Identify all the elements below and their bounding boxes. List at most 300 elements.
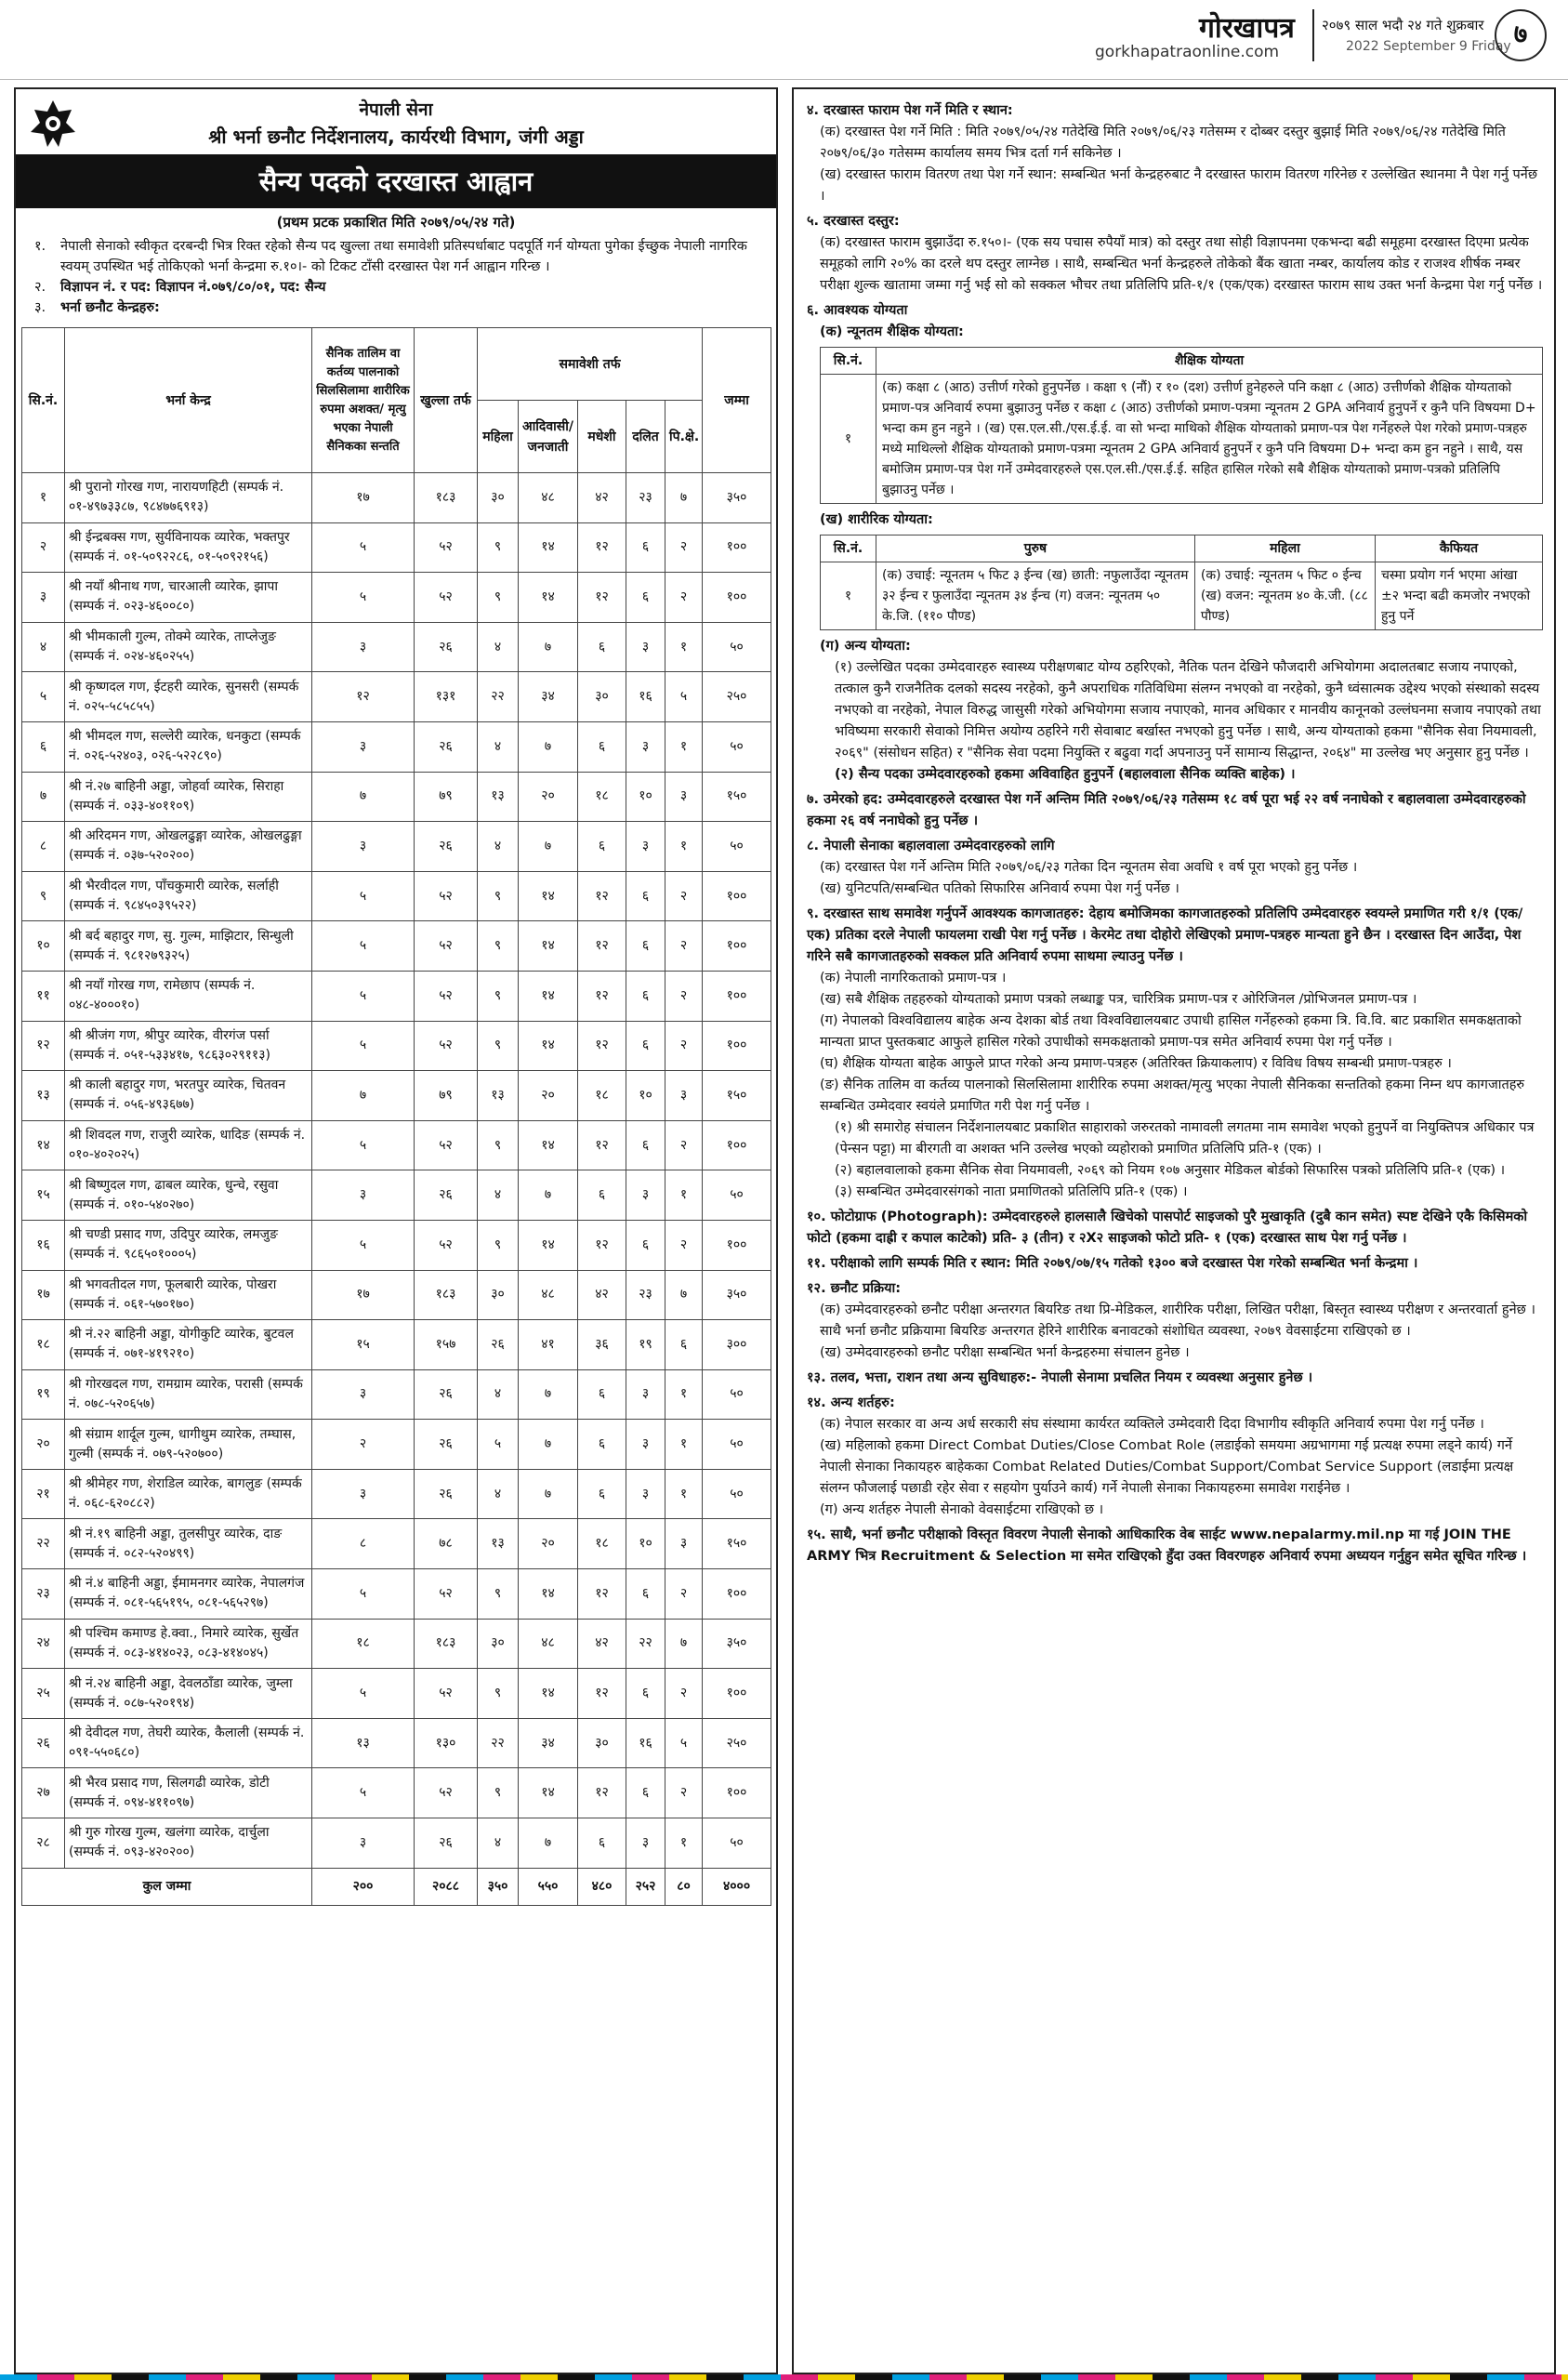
table-cell: १३	[478, 772, 519, 822]
section-15: १५. साथै, भर्ना छनौट परीक्षाको विस्तृत विवरण नेपाली सेनाको आधिकारिक वेब साईट www.nepalarmy.mil.np मा गई JOIN THE ARMY भित्र Recruitment & Selection मा समेत राखिएको हुँदा उक्त विवरणहरु अनिवार्य रुपमा अध्ययन गर्नुहुन समेत सूचित गरिन्छ ।	[807, 1527, 1527, 1564]
table-cell: ६	[665, 1320, 703, 1370]
table-cell: १४	[519, 1120, 578, 1170]
table-cell: १२	[22, 1021, 65, 1071]
table-cell: २०	[519, 772, 578, 822]
table-cell: ८	[22, 822, 65, 872]
table-cell: २२	[478, 1718, 519, 1768]
table-cell: ५२	[415, 1021, 478, 1071]
section-14b: (ख) महिलाको हकमा Direct Combat Duties/Close Combat Role (लडाईको समयमा अग्रभागमा गई प्रत्यक्ष रुपमा लड्ने कार्य) गर्ने नेपाली सेनाका निकायहरु बाहेकका Combat Related Duties/Combat Support/Combat Service Support (लडाईमा प्रत्यक्ष संलग्न फौजलाई पछाडी रहेर सेवा र सहयोग पुर्याउने कार्य) गर्ने नेपाली सेनाका निकायहरुमा समावेश गराईनेछ ।	[820, 1438, 1514, 1496]
table-cell: ५	[312, 1220, 415, 1270]
section-5-title: ५. दरखास्त दस्तुर:	[807, 214, 900, 229]
table-cell: ३	[312, 721, 415, 772]
table-cell: २	[312, 1420, 415, 1470]
table-cell: ३	[312, 622, 415, 672]
table-cell: ३	[22, 573, 65, 623]
recruitment-center-cell: श्री कृष्णदल गण, ईटहरी व्यारेक, सुनसरी (सम्पर्क नं. ०२५-५८५८५५)	[65, 672, 312, 722]
table-cell: ५०	[703, 1369, 771, 1420]
date-nepali: २०७९ साल भदौ २४ गते शुक्रबार	[1322, 17, 1484, 33]
table-cell: ३	[312, 1469, 415, 1519]
table-cell: १३०	[415, 1718, 478, 1768]
recruitment-center-cell: श्री बर्द बहादुर गण, सु. गुल्म, माझिटार, सिन्धुली (सम्पर्क नं. ९८१२७९३२५)	[65, 921, 312, 972]
table-cell: २	[665, 1120, 703, 1170]
table-cell: १०	[626, 772, 665, 822]
table-cell: ७	[519, 822, 578, 872]
table-cell: ६	[578, 1369, 626, 1420]
section-14-title: १४. अन्य शर्तहरु:	[807, 1395, 895, 1410]
table-cell: ४	[478, 622, 519, 672]
table-cell: १२	[578, 573, 626, 623]
table-row	[22, 1420, 771, 1470]
table-cell: ४१	[519, 1320, 578, 1370]
table-cell: ९	[22, 871, 65, 921]
recruitment-center-cell: श्री श्रीजंग गण, श्रीपुर व्यारेक, वीरगंज पर्सा (सम्पर्क नं. ०५१-५३३४१७, ९८६३०२९११३)	[65, 1021, 312, 1071]
phys-male-header: पुरुष	[876, 536, 1195, 562]
table-cell: ६	[578, 622, 626, 672]
table-cell: २	[665, 1569, 703, 1620]
phys-female: (क) उचाई: न्यूनतम ५ फिट ० ईन्च (ख) वजन: न्यूनतम ४० के.जी. (८८ पौण्ड)	[1194, 562, 1375, 630]
table-cell: १८३	[415, 1270, 478, 1320]
table-cell: १	[665, 1170, 703, 1221]
table-cell: १२	[578, 1768, 626, 1818]
table-cell: १३	[22, 1071, 65, 1121]
table-cell: ५२	[415, 573, 478, 623]
table-cell: ३	[312, 822, 415, 872]
total-cell: ५५०	[519, 1868, 578, 1905]
table-cell: १६	[626, 672, 665, 722]
section-8b: (ख) युनिटपति/सम्बन्धित पतिको सिफारिस अनिवार्य रुपमा पेश गर्नु पर्नेछ ।	[820, 881, 1179, 896]
table-cell: ९	[478, 1120, 519, 1170]
recruitment-center-cell: श्री नयाँ गोरख गण, रामेछाप (सम्पर्क नं. ०४८-४०००१०)	[65, 971, 312, 1021]
col-header-trained: सैनिक तालिम वा कर्तव्य पालनाको सिलसिलामा शारीरिक रुपमा अशक्त/ मृत्यु भएका नेपाली सैनिकका सन्तति	[312, 328, 415, 473]
table-cell: १०	[22, 921, 65, 972]
section-14a: (क) नेपाल सरकार वा अन्य अर्ध सरकारी संघ संस्थामा कार्यरत व्यक्तिले उम्मेदवारी दिदा विभागीय स्वीकृति अनिवार्य रुपमा पेश गर्नु पर्नेछ ।	[820, 1417, 1484, 1432]
physical-table	[820, 535, 1543, 630]
recruitment-center-cell: श्री नं.२७ बाहिनी अड्डा, जोहर्वा व्यारेक, सिराहा (सम्पर्क नं. ०३३-४०११०९)	[65, 772, 312, 822]
table-row	[22, 1320, 771, 1370]
section-7: ७. उमेरको हद: उम्मेदवारहरुले दरखास्त पेश गर्ने अन्तिम मिति २०७९/०६/२३ गतेसम्म १८ वर्ष पूरा भई २२ वर्ष ननाघेको र बहालवाला उम्मेदवारहरुको हकमा २६ वर्ष ननाघेको हुनु पर्नेछ ।	[807, 792, 1526, 828]
table-cell: ५२	[415, 1120, 478, 1170]
table-cell: ५	[312, 573, 415, 623]
section-11: ११. परीक्षाको लागि सम्पर्क मिति र स्थान: मिति २०७९/०७/१५ गतेको १३०० बजे दरखास्त पेश गरेको सम्बन्धित भर्ना केन्द्रमा ।	[807, 1256, 1418, 1271]
table-cell: २२	[626, 1619, 665, 1669]
table-row	[22, 1569, 771, 1620]
table-cell: ४	[478, 1170, 519, 1221]
table-cell: ५	[312, 1768, 415, 1818]
table-cell: २	[665, 1669, 703, 1719]
table-cell: ८	[312, 1519, 415, 1569]
table-cell: २	[665, 573, 703, 623]
table-cell: ६	[626, 871, 665, 921]
col-header-backward: पि.क्षे.	[665, 401, 703, 473]
recruitment-center-cell: श्री भैरवीदल गण, पाँचकुमारी व्यारेक, सर्लाही (सम्पर्क नं. ९८४५०३९५२२)	[65, 871, 312, 921]
table-row	[22, 1619, 771, 1669]
total-cell: ४०००	[703, 1868, 771, 1905]
table-cell: ५	[312, 971, 415, 1021]
table-cell: ४	[478, 822, 519, 872]
table-cell: ५०	[703, 1420, 771, 1470]
table-cell: १००	[703, 971, 771, 1021]
table-cell: ६	[578, 1420, 626, 1470]
table-cell: १००	[703, 871, 771, 921]
table-cell: १४	[519, 1569, 578, 1620]
table-cell: २३	[626, 1270, 665, 1320]
table-cell: ३	[665, 1071, 703, 1121]
table-body	[22, 473, 771, 1869]
table-cell: ९	[478, 1768, 519, 1818]
newspaper-name: गोरखापत्र	[1199, 12, 1295, 45]
table-cell: १	[22, 473, 65, 523]
table-cell: ९	[478, 1021, 519, 1071]
date-english: 2022 September 9 Friday	[1346, 39, 1511, 54]
table-cell: ५	[478, 1420, 519, 1470]
notice-left-column	[14, 87, 778, 2374]
table-cell: ७८	[415, 1519, 478, 1569]
table-cell: ५२	[415, 1569, 478, 1620]
table-cell: ५	[312, 921, 415, 972]
table-cell: ४८	[519, 1619, 578, 1669]
table-cell: १	[665, 1818, 703, 1869]
table-cell: ४	[478, 1818, 519, 1869]
table-cell: ७	[665, 1270, 703, 1320]
table-cell: १००	[703, 1569, 771, 1620]
table-cell: १	[665, 1420, 703, 1470]
table-cell: ५	[312, 1669, 415, 1719]
table-cell: १५	[22, 1170, 65, 1221]
table-cell: ६	[626, 1569, 665, 1620]
recruitment-center-cell: श्री भीमदल गण, सल्लेरी व्यारेक, धनकुटा (सम्पर्क नं. ०२६-५२४०३, ०२६-५२२८९०)	[65, 721, 312, 772]
table-cell: ६	[626, 1220, 665, 1270]
table-cell: १३	[478, 1071, 519, 1121]
table-cell: २६	[415, 1469, 478, 1519]
table-row	[22, 522, 771, 573]
section-9: ९. दरखास्त साथ समावेश गर्नुपर्ने आवश्यक कागजातहरु: देहाय बमोजिमका कागजातहरुको प्रतिलिपि उम्मेदवारहरु स्वयम्ले प्रमाणित गरी १/१ (एक/एक) प्रतिका दरले नेपाली फायलमा राखी पेश गर्नु पर्नेछ । केरमेट तथा दोहोरो लेखिएको प्रमाण-पत्रहरु मान्यता हुने छैन । दरखास्त दिन आउँदा, पेश गरिने सबै कागजातहरुको सक्कल प्रति अनिवार्य रुपमा साथमा ल्याउनु पर्नेछ ।	[807, 906, 1523, 964]
table-cell: ३०	[478, 1619, 519, 1669]
table-cell: २६	[415, 1420, 478, 1470]
table-row	[22, 1519, 771, 1569]
recruitment-center-cell: श्री बिष्णुदल गण, ढाबल व्यारेक, धुन्चे, रसुवा (सम्पर्क नं. ०१०-५४०२७०)	[65, 1170, 312, 1221]
table-cell: १२	[578, 1669, 626, 1719]
table-cell: ३	[312, 1369, 415, 1420]
section-9c: (ग) नेपालको विश्वविद्यालय बाहेक अन्य देशका बोर्ड तथा विश्वविद्यालयबाट उपाधी हासिल गर्नेहरुको हकमा त्रि. वि.वि. बाट प्रकाशित समकक्षताको मान्यता प्राप्त पुस्तकबाट आफुले हासिल गरेको उपाधीको समकक्षताको प्रमाण-पत्र समेत अनिवार्य रुपमा पेश गर्नु पर्नेछ ।	[820, 1013, 1522, 1050]
table-cell: ३००	[703, 1320, 771, 1370]
table-cell: १५७	[415, 1320, 478, 1370]
section-9e-3: (३) सम्बन्धित उम्मेदवारसंगको नाता प्रमाणितको प्रतिलिपि प्रति-१ (एक) ।	[835, 1184, 1188, 1199]
table-cell: ३	[626, 1170, 665, 1221]
recruitment-center-cell: श्री नं.२४ बाहिनी अड्डा, देवलठाँडा व्यारेक, जुम्ला (सम्पर्क नं. ०८७-५२०१९४)	[65, 1669, 312, 1719]
masthead	[0, 0, 1568, 80]
table-row	[22, 772, 771, 822]
table-row	[22, 1669, 771, 1719]
table-row	[22, 672, 771, 722]
table-cell: १२	[578, 871, 626, 921]
table-cell: ६	[22, 721, 65, 772]
table-cell: ६	[578, 1170, 626, 1221]
edu-sn: १	[821, 375, 876, 504]
right-content	[807, 97, 1543, 1567]
table-cell: १५०	[703, 772, 771, 822]
table-cell: ४	[22, 622, 65, 672]
table-cell: २	[665, 871, 703, 921]
table-row	[22, 822, 771, 872]
table-cell: ७	[519, 1170, 578, 1221]
org-directorate: श्री भर्ना छनौट निर्देशनालय, कार्यरथी विभाग, जंगी अड्डा	[208, 126, 584, 148]
table-cell: १९	[22, 1369, 65, 1420]
table-cell: १०	[626, 1519, 665, 1569]
table-cell: ४	[478, 1369, 519, 1420]
edu-text: (क) कक्षा ८ (आठ) उत्तीर्ण गरेको हुनुपर्नेछ । कक्षा ९ (नौं) र १० (दश) उत्तीर्ण हुनेहरुले पनि कक्षा ८ (आठ) उत्तीर्णको शैक्षिक योग्यताको प्रमाण-पत्र अनिवार्य रुपमा बुझाउनु पर्नेछ र कक्षा ८ (आठ) उत्तीर्णको प्रमाण-पत्रमा न्यूनतम 2 GPA अनिवार्य हुनुपर्ने र कुनै पनि विषयमा D+ भन्दा कम हुन नहुने । (ख) एस.एल.सी./एस.ई.ई. वा सो भन्दा माथिको शैक्षिक योग्यताको प्रमाण-पत्र पेश गर्नेहरुले पेश गरेको प्रमाण-पत्रहरु मध्ये माथिल्लो शैक्षिक योग्यताको प्रमाण-पत्रमा न्यूनतम 2 GPA अनिवार्य हुनुपर्ने र कुनै पनि विषयमा D+ भन्दा कम हुन नहुने । साथै, यस बमोजिम प्रमाण-पत्र पेश गर्ने उम्मेदवारहरुले एस.एल.सी./एस.ई.ई. सहित हासिल गरेको सबै शैक्षिक योग्यताको प्रमाण-पत्रको प्रतिलिपि बुझाउनु पर्नेछ ।	[876, 375, 1543, 504]
table-row	[22, 971, 771, 1021]
table-total-row	[22, 1868, 771, 1905]
recruitment-center-cell: श्री पश्चिम कमाण्ड हे.क्वा., निमारे व्यारेक, सुर्खेत (सम्पर्क नं. ०८३-४१४०२३, ०८३-४१४०४५)	[65, 1619, 312, 1669]
table-cell: १५	[312, 1320, 415, 1370]
table-cell: ९	[478, 573, 519, 623]
table-cell: १६	[22, 1220, 65, 1270]
recruitment-center-cell: श्री नं.२२ बाहिनी अड्डा, योगीकुटि व्यारेक, बुटवल (सम्पर्क नं. ०७१-४१९२१०)	[65, 1320, 312, 1370]
table-cell: २०	[22, 1420, 65, 1470]
table-cell: ५२	[415, 971, 478, 1021]
table-cell: २	[665, 921, 703, 972]
total-cell: ३५०	[478, 1868, 519, 1905]
table-cell: ७	[22, 772, 65, 822]
table-cell: १८	[578, 1071, 626, 1121]
table-cell: ३	[626, 1420, 665, 1470]
section-10: १०. फोटोग्राफ (Photograph): उम्मेदवारहरुले हालसालै खिचेको पासपोर्ट साइजको पुरै मुखाकृति (दुबै कान समेत) स्पष्ट देखिने एकै किसिमको फोटो (हकमा दाह्री र कपाल काटेको) प्रति- ३ (तीन) र २X२ साइजको फोटो प्रति- १ (एक) दरखास्त साथ पेश गर्नु पर्नेछ ।	[807, 1210, 1528, 1246]
table-row	[22, 573, 771, 623]
table-cell: १०	[626, 1071, 665, 1121]
table-cell: २३	[22, 1569, 65, 1620]
table-cell: ६	[626, 573, 665, 623]
section-13: १३. तलव, भत्ता, राशन तथा अन्य सुविधाहरु:- नेपाली सेनामा प्रचलित नियम र व्यवस्था अनुसार हुनेछ ।	[807, 1370, 1313, 1385]
table-cell: १६	[626, 1718, 665, 1768]
col-header-janajati: आदिवासी/ जनजाती	[519, 401, 578, 473]
table-cell: १२	[312, 672, 415, 722]
table-cell: २६	[22, 1718, 65, 1768]
table-cell: ३	[665, 772, 703, 822]
table-cell: २	[665, 1220, 703, 1270]
notice-right-column	[792, 87, 1556, 2374]
table-row	[22, 1270, 771, 1320]
education-table	[820, 347, 1543, 504]
table-cell: १७	[312, 473, 415, 523]
table-cell: ३५०	[703, 1619, 771, 1669]
recruitment-center-cell: श्री काली बहादुर गण, भरतपुर व्यारेक, चितवन (सम्पर्क नं. ०५६-४९३६७७)	[65, 1071, 312, 1121]
col-header-open: खुल्ला तर्फ	[415, 328, 478, 473]
table-cell: ५२	[415, 1220, 478, 1270]
intro-item: ३. भर्ना छनौट केन्द्रहरु:	[34, 300, 160, 315]
org-name: नेपाली सेना	[359, 99, 433, 120]
section-9e: (ङ) सैनिक तालिम वा कर्तव्य पालनाको सिलसिलामा शारीरिक रुपमा अशक्त/मृत्यु भएका नेपाली सैनिकका सन्ततिको हकमा निम्न थप कागजातहरु सम्बन्धित उम्मेदवार स्वयंले प्रमाणित गरी पेश गर्नु पर्नेछ ।	[820, 1078, 1525, 1114]
table-cell: ६	[578, 1469, 626, 1519]
table-cell: ४८	[519, 1270, 578, 1320]
recruitment-center-cell: श्री श्रीमेहर गण, शेराडिल व्यारेक, बागलुङ (सम्पर्क नं. ०६८-६२०८८२)	[65, 1469, 312, 1519]
table-cell: २६	[415, 1369, 478, 1420]
col-header-women: महिला	[478, 401, 519, 473]
table-cell: ३५०	[703, 473, 771, 523]
total-cell: २००	[312, 1868, 415, 1905]
table-cell: ५२	[415, 921, 478, 972]
section-8-title: ८. नेपाली सेनाका बहालवाला उम्मेदवारहरुको लागि	[807, 839, 1055, 853]
table-cell: ३	[626, 1369, 665, 1420]
section-9e-2: (२) बहालवालाको हकमा सैनिक सेवा नियमावली, २०६९ को नियम १०७ अनुसार मेडिकल बोर्डको सिफारिस पत्रको प्रतिलिपि प्रति-१ (एक) ।	[835, 1163, 1506, 1178]
table-cell: ३४	[519, 1718, 578, 1768]
table-cell: ६	[578, 822, 626, 872]
recruitment-center-cell: श्री भीमकाली गुल्म, तोक्मे व्यारेक, ताप्लेजुङ (सम्पर्क नं. ०२४-४६०२५५)	[65, 622, 312, 672]
table-cell: ६	[578, 1818, 626, 1869]
table-cell: १४	[519, 522, 578, 573]
section-5a: (क) दरखास्त फाराम बुझाउँदा रु.१५०।- (एक सय पचास रुपैयाँ मात्र) को दस्तुर तथा सोही विज्ञापनमा एकभन्दा बढी समूहमा दरखास्त दिएमा प्रत्येक समूहको लागि २०% का दरले थप दस्तुर लाग्नेछ । साथै, सम्बन्धित भर्ना केन्द्रहरुले तोकेको बैंक खाता नम्बर, कार्यालय कोड र राजश्व शीर्षक नम्बर परीक्षा शुल्क खातामा जम्मा गर्नु भई सो को सक्कल भौचर तथा प्रतिलिपि प्रति-१/१ (एक/एक) दरखास्त फाराम साथ उक्त भर्ना केन्द्रमा पेश गर्नु पर्नेछ ।	[820, 235, 1543, 293]
table-cell: ४२	[578, 1619, 626, 1669]
table-cell: ५	[312, 871, 415, 921]
table-cell: ५०	[703, 1170, 771, 1221]
table-cell: ३६	[578, 1320, 626, 1370]
recruitment-center-cell: श्री पुरानो गोरख गण, नारायणहिटी (सम्पर्क नं. ०१-४९७३३८७, ९८४७७६९१३)	[65, 473, 312, 523]
table-cell: ५	[312, 1120, 415, 1170]
table-cell: १८	[22, 1320, 65, 1370]
table-cell: १००	[703, 522, 771, 573]
table-cell: २६	[415, 822, 478, 872]
total-label: कुल जम्मा	[22, 1868, 312, 1905]
table-cell: १	[665, 1469, 703, 1519]
table-row	[22, 1469, 771, 1519]
table-cell: १८	[578, 1519, 626, 1569]
recruitment-center-cell: श्री संग्राम शार्दूल गुल्म, धागीथुम व्यारेक, तम्घास, गुल्मी (सम्पर्क नं. ०७९-५२०७००)	[65, 1420, 312, 1470]
section-4b: (ख) दरखास्त फाराम वितरण तथा पेश गर्ने स्थान: सम्बन्धित भर्ना केन्द्रहरुबाट नै दरखास्त फाराम वितरण गरिनेछ र उल्लेखित स्थानमा नै पेश गर्नु पर्नेछ ।	[820, 167, 1538, 204]
table-cell: ७९	[415, 772, 478, 822]
table-cell: १००	[703, 1120, 771, 1170]
recruitment-center-cell: श्री शिवदल गण, राजुरी व्यारेक, धादिङ (सम्पर्क नं. ०१०-४०२०२५)	[65, 1120, 312, 1170]
table-cell: ३	[312, 1170, 415, 1221]
table-cell: १९	[626, 1320, 665, 1370]
total-cell: २५२	[626, 1868, 665, 1905]
section-4-title: ४. दरखास्त फाराम पेश गर्ने मिति र स्थान:	[807, 103, 1013, 118]
notice-title: सैन्य पदको दरखास्त आह्वान	[16, 154, 776, 208]
recruitment-center-cell: श्री नयाँ श्रीनाथ गण, चारआली व्यारेक, झापा (सम्पर्क नं. ०२३-४६००८०)	[65, 573, 312, 623]
table-cell: ५	[665, 672, 703, 722]
table-cell: १७	[22, 1270, 65, 1320]
table-cell: २०	[519, 1519, 578, 1569]
table-cell: ३	[626, 822, 665, 872]
table-cell: १४	[519, 573, 578, 623]
section-6-title: ६. आवश्यक योग्यता	[807, 303, 908, 318]
table-row	[22, 622, 771, 672]
table-cell: ९	[478, 1220, 519, 1270]
table-cell: २८	[22, 1818, 65, 1869]
table-cell: ५	[312, 522, 415, 573]
table-cell: २२	[22, 1519, 65, 1569]
section-12a: (क) उम्मेदवारहरुको छनौट परीक्षा अन्तरगत बियरिङ तथा प्रि-मेडिकल, शारीरिक परीक्षा, लिखित परीक्षा, बिस्तृत स्वास्थ्य परीक्षण र अन्तरवार्ता हुनेछ । साथै भर्ना छनौट प्रक्रियामा बियरिङ अन्तरगत हेरिने शारीरिक बनावटको संशोधित व्यवस्था, २०७९ वेवसाईटमा राखिएको छ ।	[820, 1302, 1535, 1339]
table-cell: ११	[22, 971, 65, 1021]
section-6a-title: (क) न्यूनतम शैक्षिक योग्यता:	[820, 324, 964, 339]
table-cell: १८३	[415, 1619, 478, 1669]
table-cell: १	[665, 1369, 703, 1420]
recruitment-center-cell: श्री नं.१९ बाहिनी अड्डा, तुलसीपुर व्यारेक, दाङ (सम्पर्क नं. ०८२-५२०४९९)	[65, 1519, 312, 1569]
table-cell: ७	[519, 1420, 578, 1470]
total-cell: ४८०	[578, 1868, 626, 1905]
table-cell: ७	[519, 1818, 578, 1869]
section-9a: (क) नेपाली नागरिकताको प्रमाण-पत्र ।	[820, 971, 1007, 985]
section-9e-1: (१) श्री समारोह संचालन निर्देशनालयबाट प्रकाशित साहाराको जरुरतको नामावली लगतमा नाम समावेश भएको हुनुपर्ने वा नियुक्तिपत्र अधिकार पत्र (पेन्सन पट्टा) मा बीरगती वा अशक्त भनि उल्लेख भएको व्यहोराको प्रमाणित प्रतिलिपि प्रति-१ (एक) ।	[835, 1120, 1535, 1157]
col-header-total: जम्मा	[703, 328, 771, 473]
table-cell: ४	[478, 1469, 519, 1519]
recruitment-center-cell: श्री भैरव प्रसाद गण, सिलगढी व्यारेक, डोटी (सम्पर्क नं. ०९४-४११०९७)	[65, 1768, 312, 1818]
col-header-sn: सि.नं.	[22, 328, 65, 473]
page-number: ७	[1495, 9, 1547, 61]
col-header-dalit: दलित	[626, 401, 665, 473]
table-cell: १	[665, 721, 703, 772]
table-cell: १००	[703, 921, 771, 972]
recruitment-center-cell: श्री गोरखदल गण, रामग्राम व्यारेक, परासी (सम्पर्क नं. ०७८-५२०६५७)	[65, 1369, 312, 1420]
table-cell: ९	[478, 871, 519, 921]
phys-sn: १	[821, 562, 876, 630]
table-cell: १००	[703, 1021, 771, 1071]
table-cell: ५०	[703, 622, 771, 672]
table-cell: ६	[626, 1768, 665, 1818]
table-cell: १३	[312, 1718, 415, 1768]
table-cell: ७	[519, 1369, 578, 1420]
section-8a: (क) दरखास्त पेश गर्ने अन्तिम मिति २०७९/०६/२३ गतेका दिन न्यूनतम सेवा अवधि १ वर्ष पूरा भएको हुनु पर्नेछ ।	[820, 860, 1358, 875]
table-cell: १००	[703, 1220, 771, 1270]
section-6g-title: (ग) अन्य योग्यता:	[820, 639, 911, 654]
table-cell: २३	[626, 473, 665, 523]
table-cell: ५२	[415, 1768, 478, 1818]
table-cell: ५२	[415, 1669, 478, 1719]
table-cell: २२	[478, 672, 519, 722]
table-cell: ३४	[519, 672, 578, 722]
col-header-inclusive: समावेशी तर्फ	[478, 328, 703, 401]
table-cell: ९	[478, 1569, 519, 1620]
table-cell: १४	[519, 1021, 578, 1071]
table-cell: ९	[478, 921, 519, 972]
table-row	[22, 1818, 771, 1869]
table-row	[22, 921, 771, 972]
table-cell: ६	[626, 971, 665, 1021]
table-cell: ४२	[578, 473, 626, 523]
section-12b: (ख) उम्मेदवारहरुको छनौट परीक्षा सम्बन्धित भर्ना केन्द्रहरुमा संचालन हुनेछ ।	[820, 1345, 1190, 1360]
table-cell: ५	[665, 1718, 703, 1768]
table-row	[22, 871, 771, 921]
section-6g-2: (२) सैन्य पदका उम्मेदवारहरुको हकमा अविवाहित हुनुपर्ने (बहालवाला सैनिक व्यक्ति बाहेक) ।	[835, 767, 1296, 782]
table-cell: १००	[703, 1669, 771, 1719]
table-cell: ६	[626, 1021, 665, 1071]
table-cell: २४	[22, 1619, 65, 1669]
table-cell: ५	[312, 1569, 415, 1620]
table-cell: ३०	[478, 1270, 519, 1320]
section-12-title: १२. छनौट प्रक्रिया:	[807, 1281, 902, 1296]
table-cell: ५०	[703, 1469, 771, 1519]
table-cell: ३	[626, 1469, 665, 1519]
table-cell: २१	[22, 1469, 65, 1519]
table-cell: ९	[478, 522, 519, 573]
table-cell: ३	[626, 1818, 665, 1869]
intro-item: २. विज्ञापन नं. र पद: विज्ञापन नं.०७९/८०/०१, पद: सैन्य	[34, 280, 326, 295]
table-cell: १८	[312, 1619, 415, 1669]
table-cell: ७९	[415, 1071, 478, 1121]
table-cell: १२	[578, 971, 626, 1021]
section-9b: (ख) सबै शैक्षिक तहहरुको योग्यताको प्रमाण पत्रको लब्धाङ्क पत्र, चारित्रिक प्रमाण-पत्र र ओरिजिनल /प्रोभिजनल प्रमाण-पत्र ।	[820, 992, 1417, 1007]
table-row	[22, 721, 771, 772]
table-cell: २	[665, 971, 703, 1021]
table-cell: १२	[578, 921, 626, 972]
table-cell: १८	[578, 772, 626, 822]
table-row	[22, 1120, 771, 1170]
table-cell: २६	[415, 721, 478, 772]
table-cell: ४८	[519, 473, 578, 523]
intro-section	[34, 236, 769, 318]
table-cell: २७	[22, 1768, 65, 1818]
table-cell: ३	[626, 721, 665, 772]
table-cell: ५२	[415, 522, 478, 573]
table-cell: ६	[626, 1669, 665, 1719]
